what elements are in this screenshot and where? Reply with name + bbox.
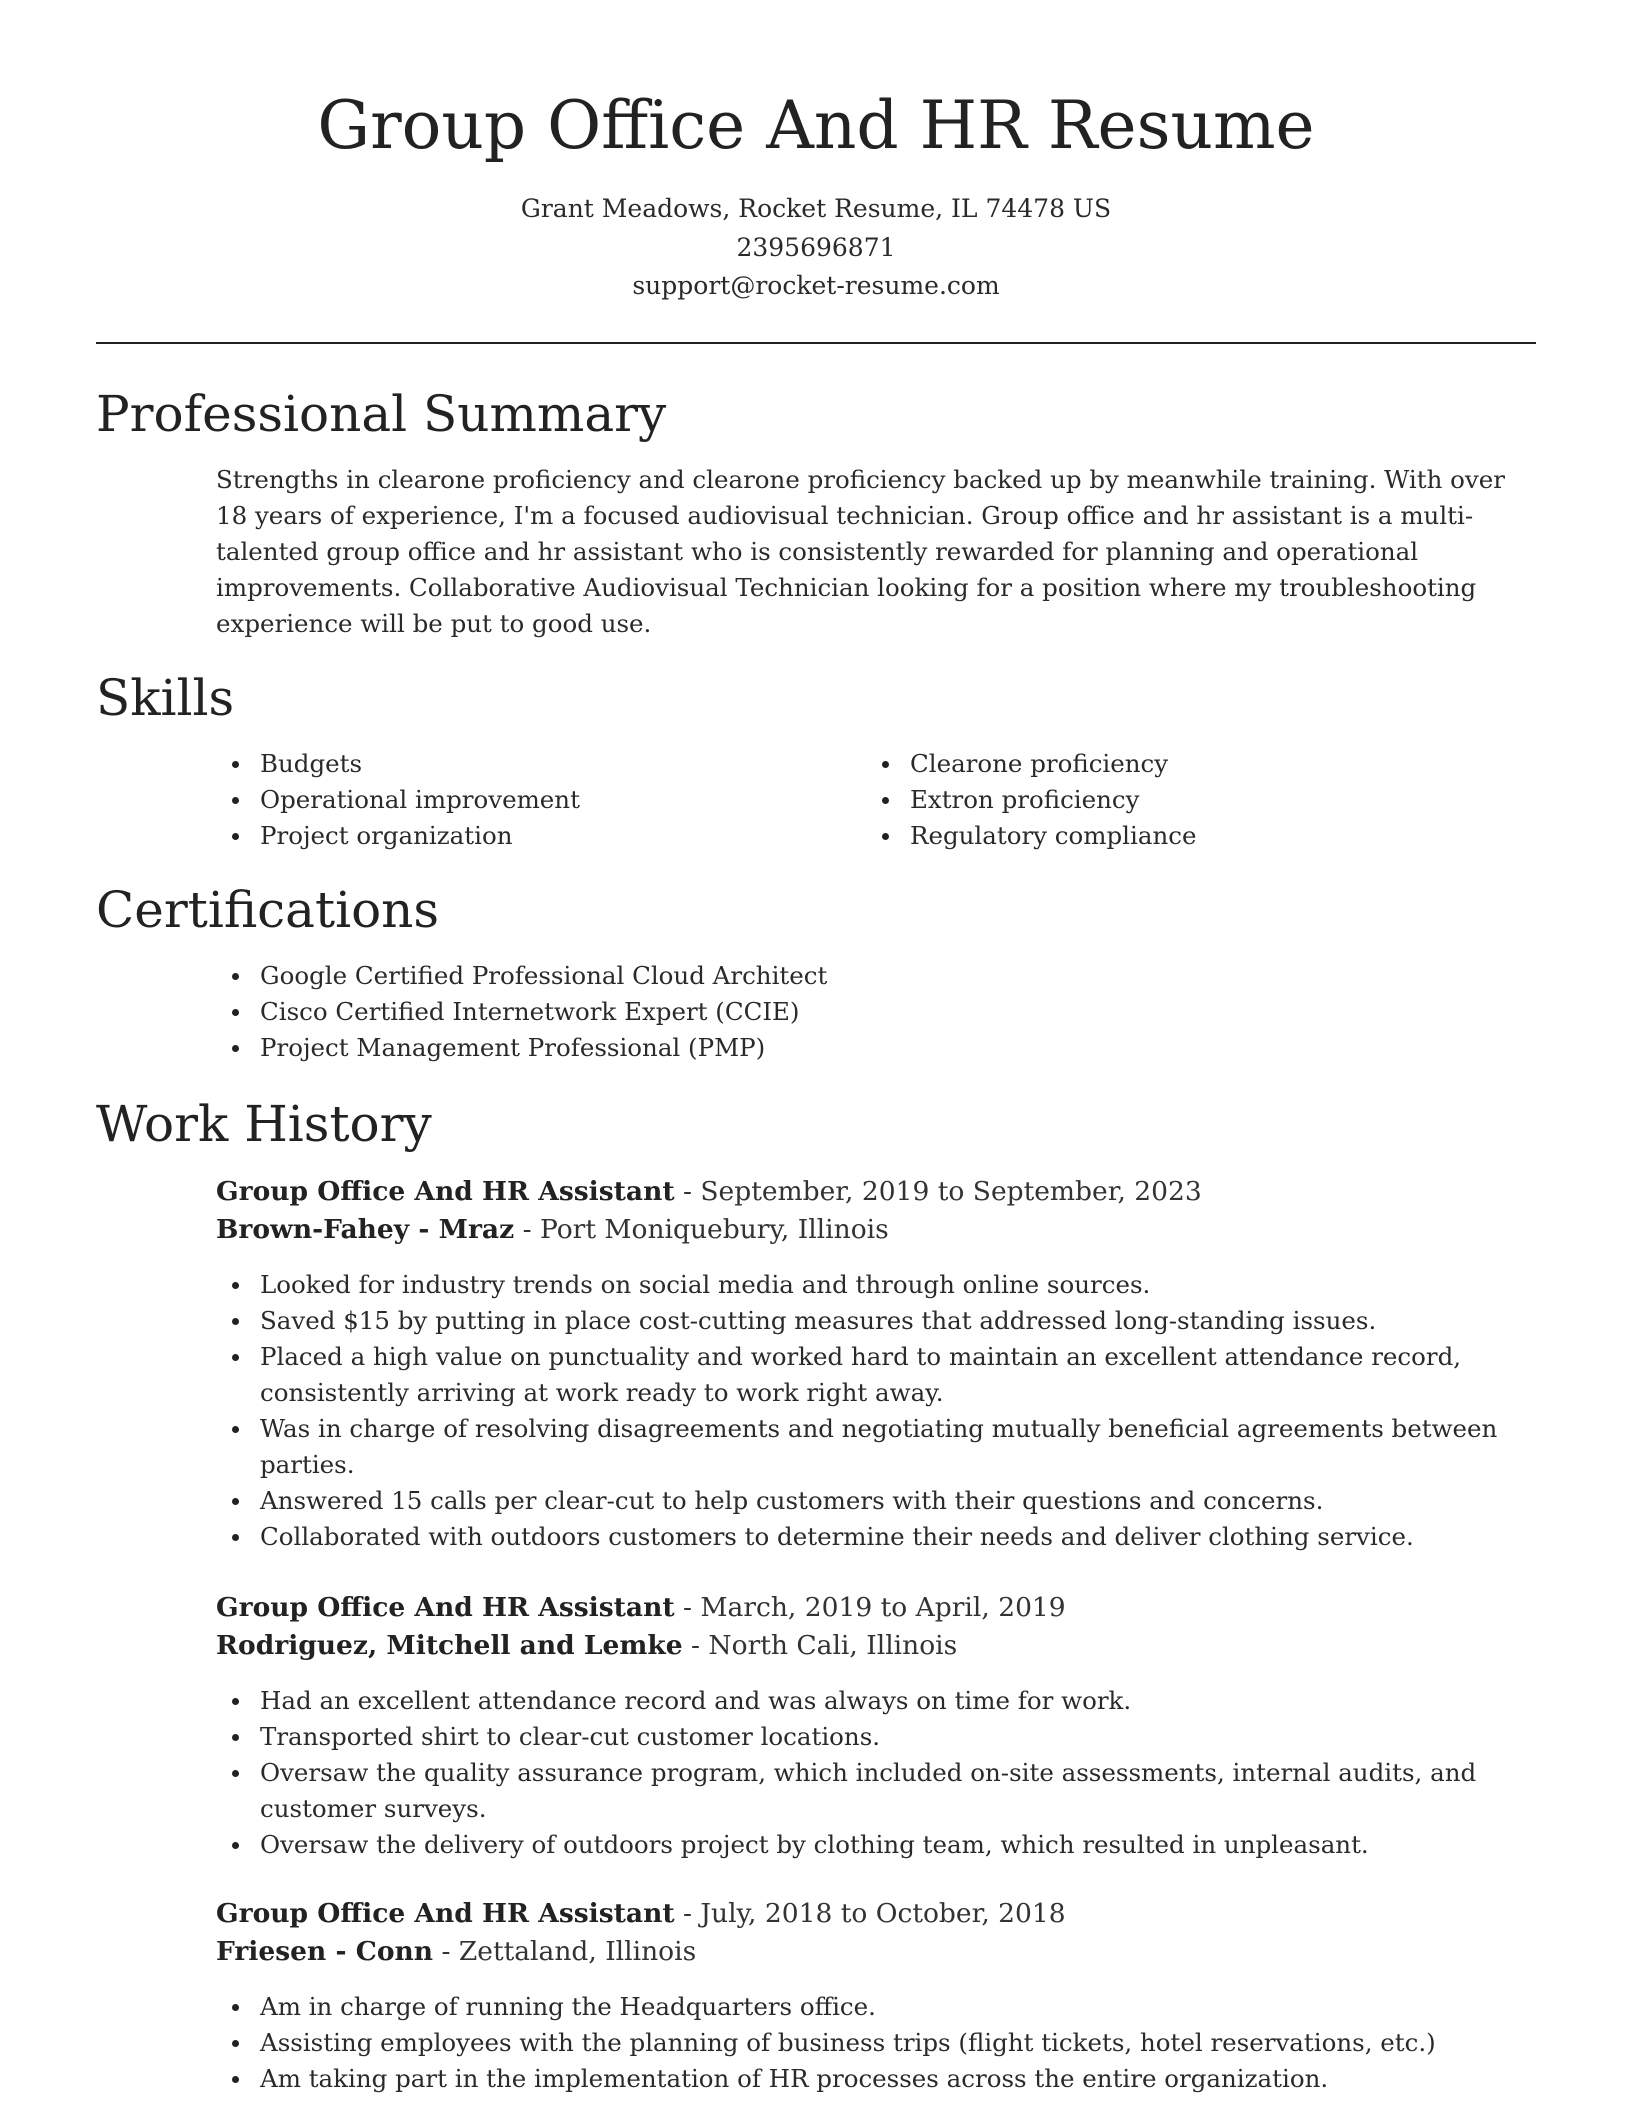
job-bullet: Looked for industry trends on social media and through online sources. — [216, 1267, 1546, 1303]
contact-address: Grant Meadows, Rocket Resume, IL 74478 US — [520, 194, 1112, 223]
skills-list-left — [216, 746, 856, 854]
job-title: Group Office And HR Assistant — [216, 1592, 675, 1623]
job-dates: - September, 2019 to September, 2023 — [674, 1176, 1202, 1207]
job-title: Group Office And HR Assistant — [216, 1898, 675, 1929]
skill-item: Regulatory compliance — [866, 818, 1506, 854]
contact-block — [96, 190, 1536, 306]
job-bullets — [216, 1683, 1546, 1863]
contact-email: support@rocket-resume.com — [632, 271, 1000, 300]
work-history-heading: Work History — [96, 1095, 432, 1153]
skill-item: Project organization — [216, 818, 856, 854]
certifications-list — [216, 958, 1546, 1066]
summary-heading: Professional Summary — [96, 385, 667, 443]
job-bullet: Am taking part in the implementation of HR processes across the entire organization. — [216, 2061, 1546, 2097]
job-company-line — [216, 1933, 1536, 1971]
contact-phone: 2395696871 — [736, 232, 896, 262]
certification-item: Cisco Certified Internetwork Expert (CCIE) — [216, 994, 1546, 1030]
skill-item: Operational improvement — [216, 782, 856, 818]
job-bullets — [216, 1267, 1546, 1555]
header-divider — [96, 342, 1536, 344]
certification-item: Google Certified Professional Cloud Architect — [216, 958, 1546, 994]
skills-heading: Skills — [96, 669, 235, 727]
resume-title: Group Office And HR Resume — [317, 87, 1315, 164]
job-company: Brown-Fahey - Mraz — [216, 1214, 515, 1245]
job-dates: - March, 2019 to April, 2019 — [674, 1592, 1066, 1623]
job-location: - Port Moniquebury, Illinois — [514, 1214, 889, 1245]
resume-page — [96, 0, 1536, 2112]
job-dates: - July, 2018 to October, 2018 — [674, 1898, 1066, 1929]
job-company: Friesen - Conn — [216, 1936, 434, 1967]
job-bullet: Had an excellent attendance record and was always on time for work. — [216, 1683, 1546, 1719]
job-company: Rodriguez, Mitchell and Lemke — [216, 1630, 683, 1661]
skill-item: Budgets — [216, 746, 856, 782]
job-bullet: Am in charge of running the Headquarters office. — [216, 1989, 1546, 2025]
skill-item: Clearone proficiency — [866, 746, 1506, 782]
skill-item: Extron proficiency — [866, 782, 1506, 818]
job-bullets — [216, 1989, 1546, 2097]
job-title: Group Office And HR Assistant — [216, 1176, 675, 1207]
job-title-line — [216, 1589, 1536, 1627]
job-company-line — [216, 1627, 1536, 1665]
certifications-heading: Certifications — [96, 881, 440, 939]
job-title-line — [216, 1173, 1536, 1211]
job-company-line — [216, 1211, 1536, 1249]
job-title-line — [216, 1895, 1536, 1933]
certification-item: Project Management Professional (PMP) — [216, 1030, 1546, 1066]
job-bullet: Assisting employees with the planning of business trips (flight tickets, hotel reservations, etc.) — [216, 2025, 1546, 2061]
job-bullet: Transported shirt to clear-cut customer locations. — [216, 1719, 1546, 1755]
job-location: - Zettaland, Illinois — [433, 1936, 697, 1967]
job-bullet: Oversaw the delivery of outdoors project by clothing team, which resulted in unpleasant. — [216, 1827, 1546, 1863]
job-bullet: Collaborated with outdoors customers to determine their needs and deliver clothing service. — [216, 1519, 1546, 1555]
skills-list-right — [866, 746, 1506, 854]
summary-text: Strengths in clearone proficiency and clearone proficiency backed up by meanwhile training. With over 18 years of experience, I'm a focused audiovisual technician. Group office and hr assistant is a multi-talented group office and hr assistant who is consistently rewarded for planning and operational improvements. Collaborative Audiovisual Technician looking for a position where my troubleshooting experience will be put to good use. — [216, 465, 1505, 638]
job-bullet: Placed a high value on punctuality and worked hard to maintain an excellent attendance record, consistently arriving at work ready to work right away. — [216, 1339, 1546, 1411]
job-bullet: Oversaw the quality assurance program, which included on-site assessments, internal audits, and customer surveys. — [216, 1755, 1546, 1827]
job-bullet: Answered 15 calls per clear-cut to help customers with their questions and concerns. — [216, 1483, 1546, 1519]
job-bullet: Saved $15 by putting in place cost-cutting measures that addressed long-standing issues. — [216, 1303, 1546, 1339]
job-location: - North Cali, Illinois — [682, 1630, 958, 1661]
job-bullet: Was in charge of resolving disagreements and negotiating mutually beneficial agreements between parties. — [216, 1411, 1546, 1483]
